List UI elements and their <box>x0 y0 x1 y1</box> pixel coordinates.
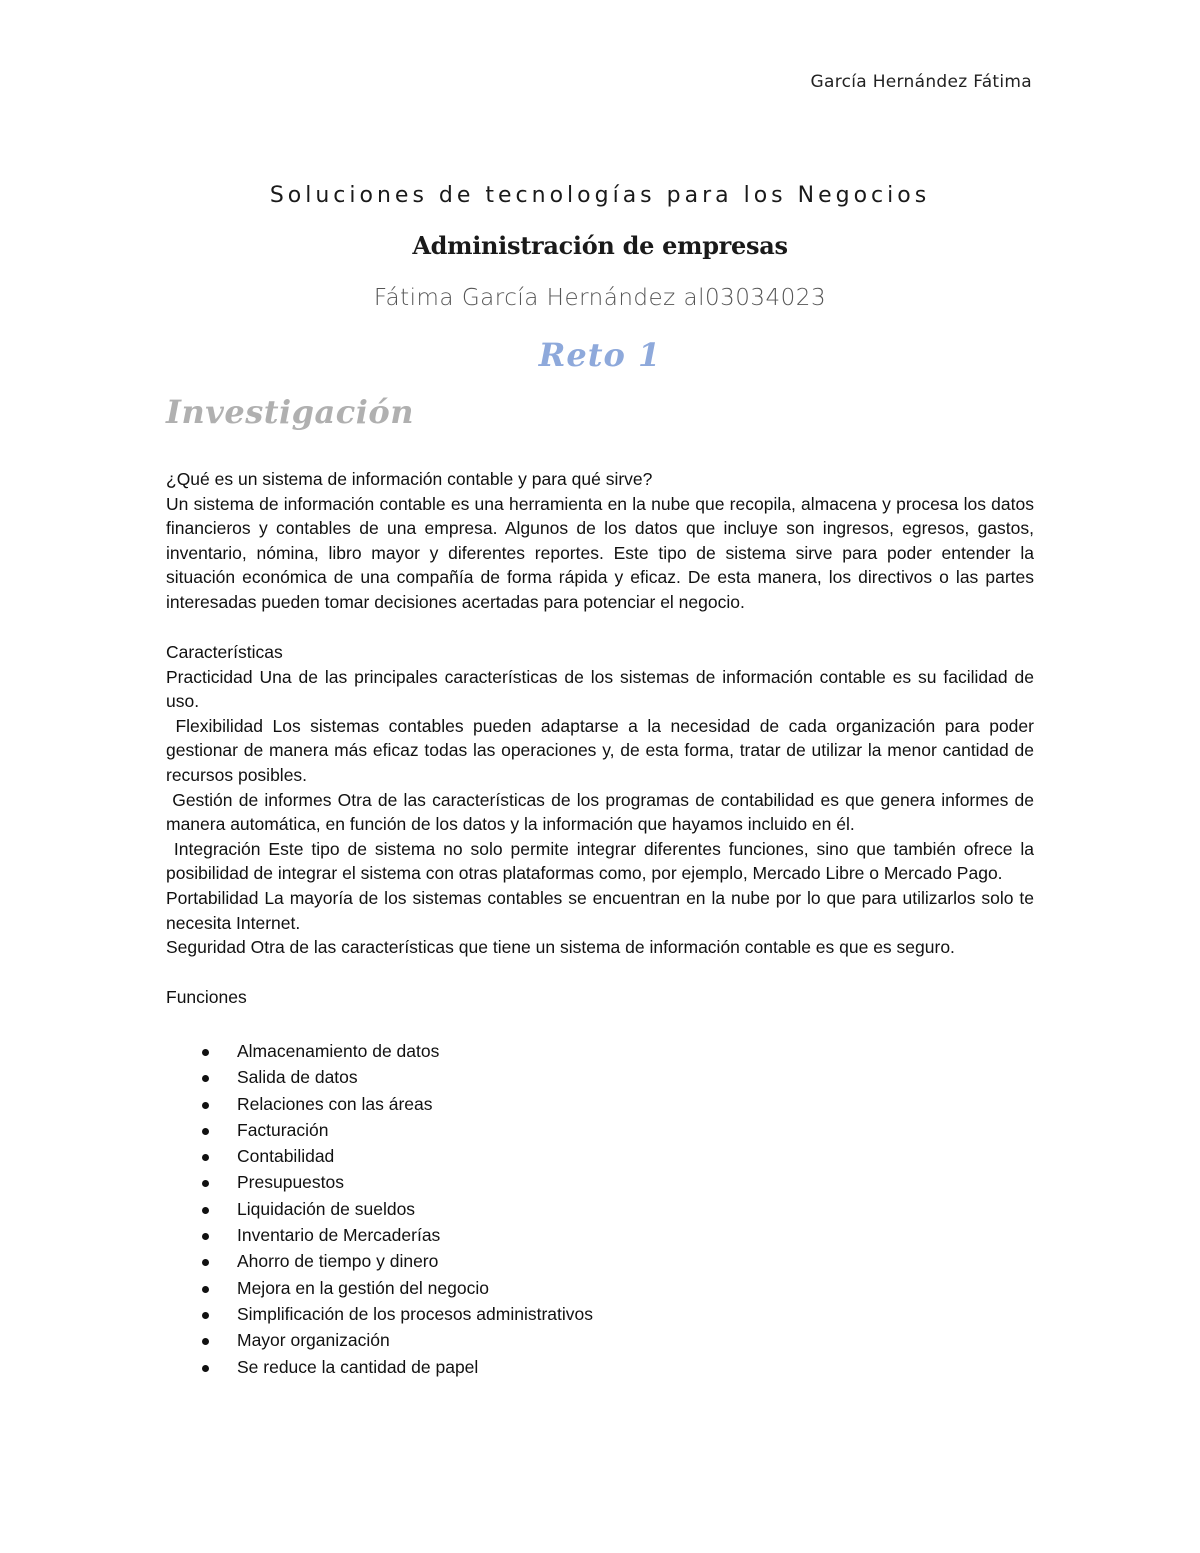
list-item <box>166 1196 593 1222</box>
question-answer: Un sistema de información contable es una herramienta en la nube que recopila, almacena y procesa los datos financieros y contables de una empresa. Algunos de los datos que incluye son ingresos, egresos, gastos, inventario, nómina, libro mayor y diferentes reportes. Este tipo de sistema sirve para poder entender la situación económica de una compañía de forma rápida y eficaz. De esta manera, los directivos o las partes interesadas pueden tomar decisiones acertadas para potenciar el negocio. <box>166 493 1034 612</box>
functions-list <box>166 1038 593 1380</box>
bullet-icon <box>202 1128 209 1135</box>
list-item-text: Liquidación de sueldos <box>237 1198 416 1219</box>
list-item-text: Ahorro de tiempo y dinero <box>237 1251 439 1272</box>
list-item-text: Mejora en la gestión del negocio <box>237 1277 489 1298</box>
characteristics-section <box>166 640 1039 960</box>
bullet-icon <box>202 1049 209 1056</box>
characteristic-item: Portabilidad La mayoría de los sistemas contables se encuentran en la nube por lo que para utilizarlos solo te necesita Internet. <box>166 887 1034 933</box>
list-item-text: Contabilidad <box>237 1146 335 1167</box>
bullet-icon <box>202 1312 209 1319</box>
program-title: Administración de empresas <box>412 231 788 260</box>
characteristic-item: Seguridad Otra de las características que tiene un sistema de información contable es que es seguro. <box>166 937 955 958</box>
list-item <box>166 1327 593 1353</box>
header-author-name: García Hernández Fátima <box>810 72 1032 92</box>
list-item <box>166 1038 593 1064</box>
list-item <box>166 1301 593 1327</box>
bullet-icon <box>202 1075 209 1082</box>
bullet-icon <box>202 1338 209 1345</box>
list-item-text: Facturación <box>237 1119 329 1140</box>
list-item <box>166 1248 593 1274</box>
list-item-text: Almacenamiento de datos <box>237 1041 440 1061</box>
list-item <box>166 1064 593 1090</box>
bullet-icon <box>202 1207 209 1214</box>
characteristic-item: Integración Este tipo de sistema no solo permite integrar diferentes funciones, sino que también ofrece la posibilidad de integrar el sistema con otras plataformas como, por ejemplo, Mercado Libre o Mercado Pago. <box>166 838 1039 884</box>
bullet-icon <box>202 1102 209 1109</box>
list-item <box>166 1354 593 1380</box>
list-item <box>166 1143 593 1169</box>
list-item <box>166 1222 593 1248</box>
characteristic-item: Flexibilidad Los sistemas contables pueden adaptarse a la necesidad de cada organización para poder gestionar de manera más eficaz todas las operaciones y, de esta forma, tratar de utilizar la menor cantidad de recursos posibles. <box>166 715 1039 785</box>
bullet-icon <box>202 1286 209 1293</box>
bullet-icon <box>202 1365 209 1372</box>
bullet-icon <box>202 1154 209 1161</box>
list-item-text: Se reduce la cantidad de papel <box>237 1356 479 1377</box>
bullet-icon <box>202 1233 209 1240</box>
list-item-text: Presupuestos <box>237 1172 345 1193</box>
course-title: Soluciones de tecnologías para los Negocios <box>269 183 931 208</box>
list-item-text: Inventario de Mercaderías <box>237 1225 441 1246</box>
list-item <box>166 1117 593 1143</box>
question-section <box>166 467 1034 615</box>
assignment-title: Reto 1 <box>538 336 662 374</box>
functions-heading: Funciones <box>166 987 247 1007</box>
characteristics-heading: Características <box>166 642 283 662</box>
list-item-text: Mayor organización <box>237 1330 390 1351</box>
list-item-text: Relaciones con las áreas <box>237 1093 433 1114</box>
list-item <box>166 1275 593 1301</box>
list-item-text: Simplificación de los procesos administrativos <box>237 1303 593 1324</box>
bullet-icon <box>202 1180 209 1187</box>
bullet-icon <box>202 1259 209 1266</box>
list-item-text: Salida de datos <box>237 1067 358 1088</box>
section-title: Investigación <box>166 393 414 431</box>
list-item <box>166 1169 593 1195</box>
student-name-id: Fátima García Hernández al03034023 <box>373 285 827 311</box>
question-title: ¿Qué es un sistema de información contable y para qué sirve? <box>166 469 653 489</box>
characteristic-item: Practicidad Una de las principales características de los sistemas de información contable es su facilidad de uso. <box>166 666 1034 712</box>
characteristic-item: Gestión de informes Otra de las características de los programas de contabilidad es que genera informes de manera automática, en función de los datos y la información que hayamos incluido en él. <box>166 789 1039 835</box>
list-item <box>166 1091 593 1117</box>
